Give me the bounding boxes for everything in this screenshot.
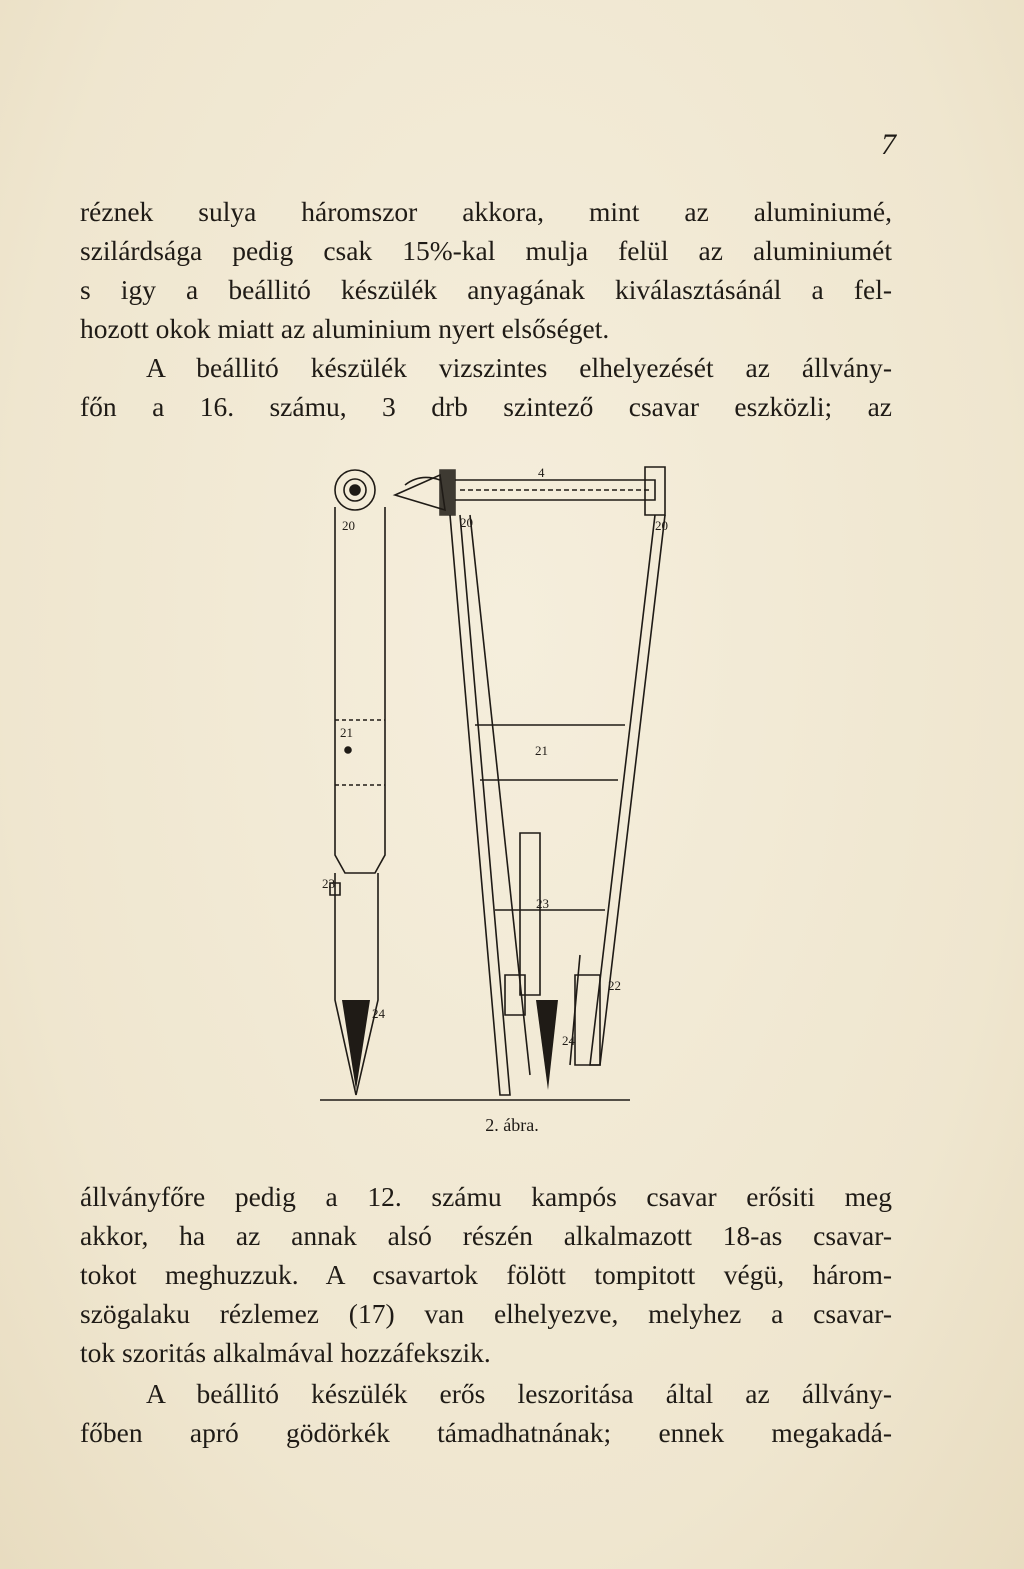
- text-line: szilárdsága pedig csak 15%-kal mulja felül az aluminiumét: [80, 235, 892, 266]
- clamp-lower: [575, 975, 600, 1065]
- left-leg-upper: [335, 507, 385, 873]
- paragraph-2: [80, 1177, 892, 1372]
- right-leg: [590, 515, 665, 1065]
- text-line: tok szoritás alkalmával hozzáfekszik.: [80, 1337, 491, 1368]
- figure-label: 24: [372, 1006, 385, 1021]
- figure-label: 21: [340, 725, 353, 740]
- page-number: 7: [881, 128, 896, 161]
- figure-label: 20: [655, 518, 668, 533]
- figure-label: 4: [538, 465, 545, 480]
- figure-label: 20: [342, 518, 355, 533]
- left-spike: [342, 1000, 370, 1090]
- tripod-head: [395, 475, 445, 510]
- text-line: főn a 16. számu, 3 drb szintező csavar eszközli; az: [80, 391, 892, 422]
- tripod-figure: [300, 455, 720, 1115]
- clamp-upper: [520, 833, 540, 995]
- figure-label: 22: [608, 978, 621, 993]
- figure-label: 21: [535, 743, 548, 758]
- figure-label: 23: [322, 876, 335, 891]
- text-line: akkor, ha az annak alsó részén alkalmazott 18-as csavar-: [80, 1220, 892, 1251]
- text-line: állványfőre pedig a 12. számu kampós csavar erősiti meg: [80, 1181, 892, 1212]
- figure-caption: 2. ábra.: [485, 1115, 539, 1135]
- text-line: főben apró gödörkék támadhatnának; ennek megakadá-: [80, 1417, 892, 1448]
- text-line: tokot meghuzzuk. A csavartok fölött tompitott végü, három-: [80, 1259, 892, 1290]
- text-line: réznek sulya háromszor akkora, mint az aluminiumé,: [80, 196, 892, 227]
- text-line: szögalaku rézlemez (17) van elhelyezve, melyhez a csavar-: [80, 1298, 892, 1329]
- figure-label: 20: [460, 515, 473, 530]
- text-line: A beállitó készülék erős leszoritása által az állvány-: [146, 1378, 892, 1409]
- tripod-drawing: [300, 455, 720, 1115]
- figure-label: 24: [562, 1033, 575, 1048]
- figure-label: 23: [536, 896, 549, 911]
- paragraph-3: [80, 1374, 892, 1452]
- text-line: hozott okok miatt az aluminium nyert elsőséget.: [80, 313, 610, 344]
- paragraph-1: [80, 192, 892, 426]
- middle-spike: [536, 1000, 558, 1090]
- text-line: s igy a beállitó készülék anyagának kiválasztásánál a fel-: [80, 274, 892, 305]
- text-line: A beállitó készülék vizszintes elhelyezését az állvány-: [146, 352, 892, 383]
